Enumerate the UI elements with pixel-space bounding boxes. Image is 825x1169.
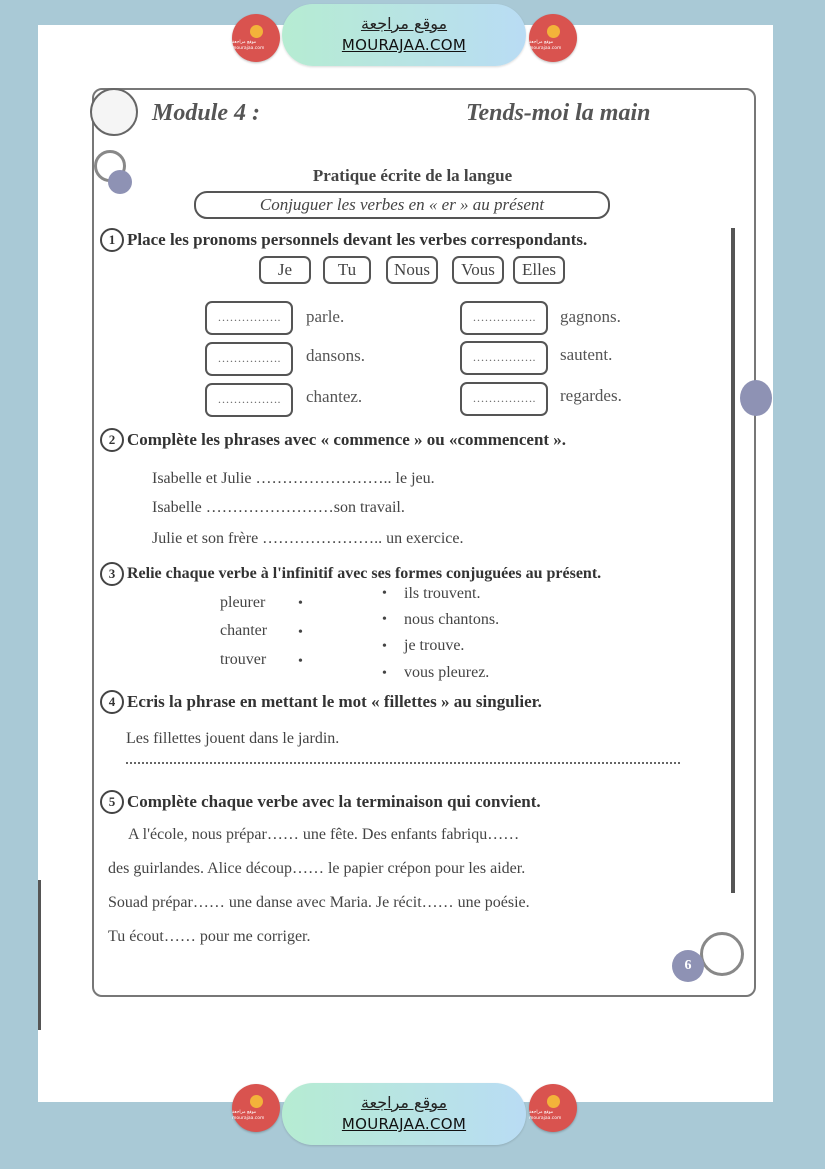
verb-text: parle. — [306, 307, 345, 326]
exercise-2-instruction — [100, 428, 566, 452]
verb-text: sautent. — [560, 345, 613, 364]
match-dot[interactable]: • — [382, 639, 387, 654]
exercise-5-instruction — [100, 790, 541, 814]
answer-blank[interactable]: ……………. — [205, 383, 293, 417]
module-label: Module 4 : — [152, 100, 260, 126]
pronoun-box: Je — [259, 256, 311, 284]
answer-dotted-line[interactable] — [126, 762, 680, 764]
logo-mark-icon — [547, 1095, 560, 1108]
match-dot[interactable]: • — [298, 596, 303, 611]
instruction-text: Relie chaque verbe à l'infinitif avec ses formes conjuguées au présent. — [127, 565, 602, 582]
banner-domain: MOURAJAA.COM — [341, 1115, 467, 1133]
conjugated-form: vous pleurez. — [404, 664, 490, 681]
site-banner-bottom[interactable] — [282, 1083, 526, 1145]
page-number: 6 — [672, 950, 704, 982]
site-banner-top[interactable] — [282, 4, 526, 66]
match-dot[interactable]: • — [382, 612, 387, 627]
page-title: Pratique écrite de la langue — [312, 166, 513, 185]
pronoun-box: Nous — [386, 256, 438, 284]
exercise-3-instruction — [100, 562, 601, 586]
infinitive-verb: pleurer — [220, 594, 266, 611]
page-subtitle: Conjuguer les verbes en « er » au présent — [194, 191, 610, 219]
exercise-line: Souad prépar…… une danse avec Maria. Je récit…… une poésie. — [108, 894, 530, 911]
answer-blank[interactable]: ……………. — [460, 301, 548, 335]
module-theme: Tends-moi la main — [466, 100, 651, 126]
match-dot[interactable]: • — [298, 654, 303, 669]
sentence-to-rewrite: Les fillettes jouent dans le jardin. — [126, 730, 340, 747]
pronoun-box: Elles — [513, 256, 565, 284]
logo-text: موقع مراجعة mourajaa.com — [232, 39, 265, 51]
verb-text: gagnons. — [560, 307, 621, 326]
banner-domain: MOURAJAA.COM — [341, 36, 467, 54]
instruction-text: Complète chaque verbe avec la terminaison qui convient. — [127, 792, 541, 811]
infinitive-verb: chanter — [220, 622, 268, 639]
exercise-line: Tu écout…… pour me corriger. — [108, 928, 311, 945]
verb-text: regardes. — [560, 386, 622, 405]
exercise-number: 2 — [100, 428, 124, 452]
verb-text: dansons. — [306, 346, 366, 365]
instruction-text: Complète les phrases avec « commence » ou «commencent ». — [127, 430, 567, 449]
verb-text: chantez. — [306, 387, 363, 406]
conjugated-form: ils trouvent. — [404, 585, 481, 602]
site-logo-left-bottom[interactable] — [232, 1084, 280, 1132]
exercise-line: des guirlandes. Alice découp…… le papier crépon pour les aider. — [108, 860, 526, 877]
conjugated-form: nous chantons. — [404, 611, 500, 628]
pronoun-box: Tu — [323, 256, 371, 284]
exercise-number: 5 — [100, 790, 124, 814]
logo-text: موقع مراجعة mourajaa.com — [232, 1109, 265, 1121]
sheet-tab-decoration — [740, 380, 772, 416]
match-dot[interactable]: • — [298, 625, 303, 640]
exercise-line: A l'école, nous prépar…… une fête. Des enfants fabriqu…… — [128, 826, 520, 843]
infinitive-verb: trouver — [220, 651, 267, 668]
logo-text: موقع مراجعة mourajaa.com — [529, 39, 562, 51]
exercise-number: 3 — [100, 562, 124, 586]
scan-edge — [38, 880, 41, 1030]
answer-blank[interactable]: ……………. — [460, 382, 548, 416]
logo-text: موقع مراجعة mourajaa.com — [529, 1109, 562, 1121]
exercise-4-instruction — [100, 690, 542, 714]
logo-mark-icon — [250, 25, 263, 38]
exercise-line: Isabelle et Julie …………………….. le jeu. — [152, 470, 435, 487]
match-dot[interactable]: • — [382, 586, 387, 601]
answer-blank[interactable]: ……………. — [205, 301, 293, 335]
ring-decoration-icon — [700, 932, 744, 976]
side-rule — [731, 228, 735, 893]
banner-arabic-name: موقع مراجعة — [360, 1093, 448, 1112]
conjugated-form: je trouve. — [404, 637, 465, 654]
site-logo-right-bottom[interactable] — [529, 1084, 577, 1132]
answer-blank[interactable]: ……………. — [205, 342, 293, 376]
exercise-number: 4 — [100, 690, 124, 714]
pronoun-box: Vous — [452, 256, 504, 284]
exercise-line: Julie et son frère ………………….. un exercice. — [152, 530, 464, 547]
module-emblem-icon — [90, 88, 138, 136]
answer-blank[interactable]: ……………. — [460, 341, 548, 375]
match-dot[interactable]: • — [382, 666, 387, 681]
instruction-text: Ecris la phrase en mettant le mot « fillettes » au singulier. — [127, 692, 542, 711]
logo-mark-icon — [250, 1095, 263, 1108]
site-logo-left-top[interactable] — [232, 14, 280, 62]
logo-mark-icon — [547, 25, 560, 38]
exercise-number: 1 — [100, 228, 124, 252]
exercise-1-instruction — [100, 228, 587, 252]
banner-arabic-name: موقع مراجعة — [360, 14, 448, 33]
exercise-line: Isabelle ……………………son travail. — [152, 499, 405, 516]
instruction-text: Place les pronoms personnels devant les verbes correspondants. — [127, 230, 588, 249]
site-logo-right-top[interactable] — [529, 14, 577, 62]
